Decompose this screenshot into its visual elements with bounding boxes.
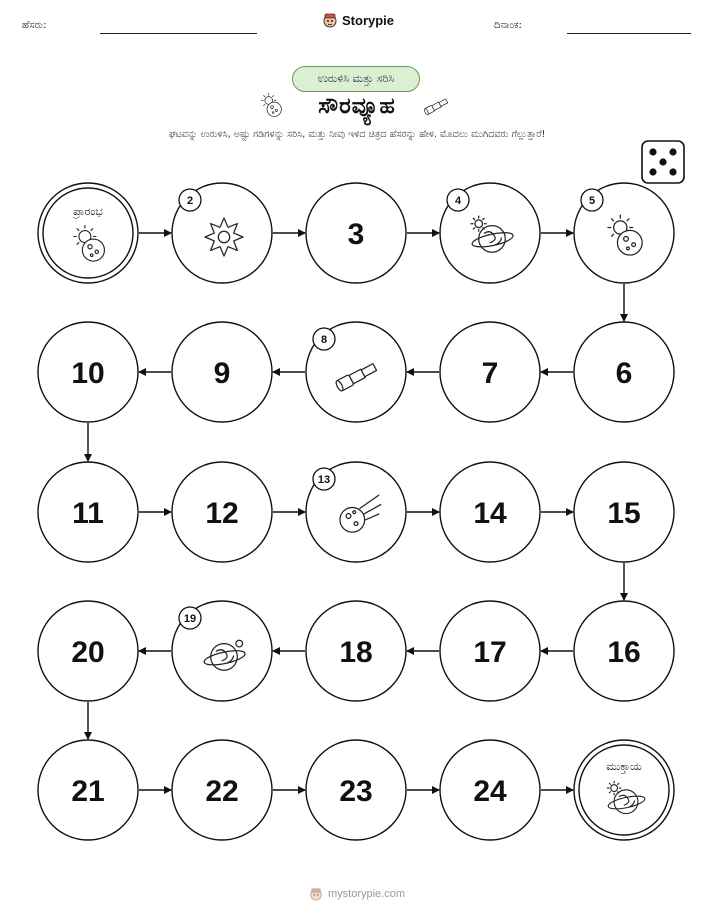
space-number: 11 (72, 497, 104, 530)
space-number-badge: 2 (186, 195, 194, 207)
telescope-icon (424, 98, 449, 115)
moon-icon (262, 93, 282, 116)
start-label: ಪ್ರಾರಂಭ (73, 205, 103, 218)
board-space-15[interactable] (574, 462, 674, 562)
board-space-14[interactable] (440, 462, 540, 562)
space-number: 12 (205, 497, 239, 530)
board-space-21[interactable] (38, 740, 138, 840)
game-type-badge: ಉರುಳಿಸಿ ಮತ್ತು ಸರಿಸಿ (292, 66, 420, 92)
board-space-13[interactable] (306, 462, 406, 562)
space-number: 16 (607, 636, 641, 669)
page-title: ಸೌರವ್ಯೂಹ (318, 94, 396, 119)
space-number: 23 (339, 775, 373, 808)
date-label: ದಿನಾಂಕ: (494, 20, 522, 31)
space-number: 21 (71, 775, 105, 808)
board-space-5[interactable] (574, 183, 674, 283)
board-space-4[interactable] (440, 183, 540, 283)
board-space-3[interactable] (306, 183, 406, 283)
board-space-23[interactable] (306, 740, 406, 840)
board-space-22[interactable] (172, 740, 272, 840)
space-number: 22 (205, 775, 239, 808)
board-space-6[interactable] (574, 322, 674, 422)
name-label: ಹೆಸರು: (22, 20, 47, 31)
space-number: 7 (481, 357, 499, 390)
space-number-badge: 5 (588, 195, 596, 207)
space-number: 24 (473, 775, 507, 808)
board-space-8[interactable] (306, 322, 406, 422)
instructions: ಘಟವನ್ನು ಉರುಳಿಸಿ, ಅಷ್ಟು ಗಡಿಗಳನ್ನು ಸರಿಸಿ, ಮತ್ತು ನೀವು ಇಳಿದ ಚಿತ್ರದ ಹೆಸರನ್ನು ಹೇಳಿ. ಮೊದಲು ಮುಗಿದವರು ಗೆಲ್ಲುತ್ತಾರೆ! (168, 129, 546, 140)
brand-name: Storypie (342, 12, 395, 28)
start-space[interactable] (38, 183, 138, 283)
space-number: 17 (473, 636, 507, 669)
footer-mascot-icon (309, 887, 323, 901)
space-number: 3 (347, 218, 365, 251)
space-number: 18 (339, 636, 373, 669)
board-space-18[interactable] (306, 601, 406, 701)
space-number-badge: 13 (317, 474, 331, 486)
space-number: 20 (71, 636, 105, 669)
space-number: 14 (473, 497, 507, 530)
space-number: 6 (615, 357, 633, 390)
board-space-17[interactable] (440, 601, 540, 701)
space-number: 15 (607, 497, 641, 530)
space-number-badge: 8 (320, 334, 328, 346)
board-space-10[interactable] (38, 322, 138, 422)
board-space-12[interactable] (172, 462, 272, 562)
board-space-24[interactable] (440, 740, 540, 840)
star-icon (205, 218, 243, 256)
finish-label: ಮುಕ್ತಾಯ (606, 760, 642, 773)
board-space-9[interactable] (172, 322, 272, 422)
space-number: 10 (71, 357, 105, 390)
board-space-7[interactable] (440, 322, 540, 422)
board-space-20[interactable] (38, 601, 138, 701)
board-space-11[interactable] (38, 462, 138, 562)
footer (0, 887, 714, 901)
space-number: 9 (213, 357, 231, 390)
finish-space[interactable] (574, 740, 674, 840)
space-number-badge: 4 (454, 195, 462, 207)
space-number-badge: 19 (183, 613, 197, 625)
footer-site[interactable]: mystorypie.com (327, 888, 406, 900)
board-space-19[interactable] (172, 601, 272, 701)
board-space-2[interactable] (172, 183, 272, 283)
dice-icon (642, 141, 684, 183)
board-space-16[interactable] (574, 601, 674, 701)
